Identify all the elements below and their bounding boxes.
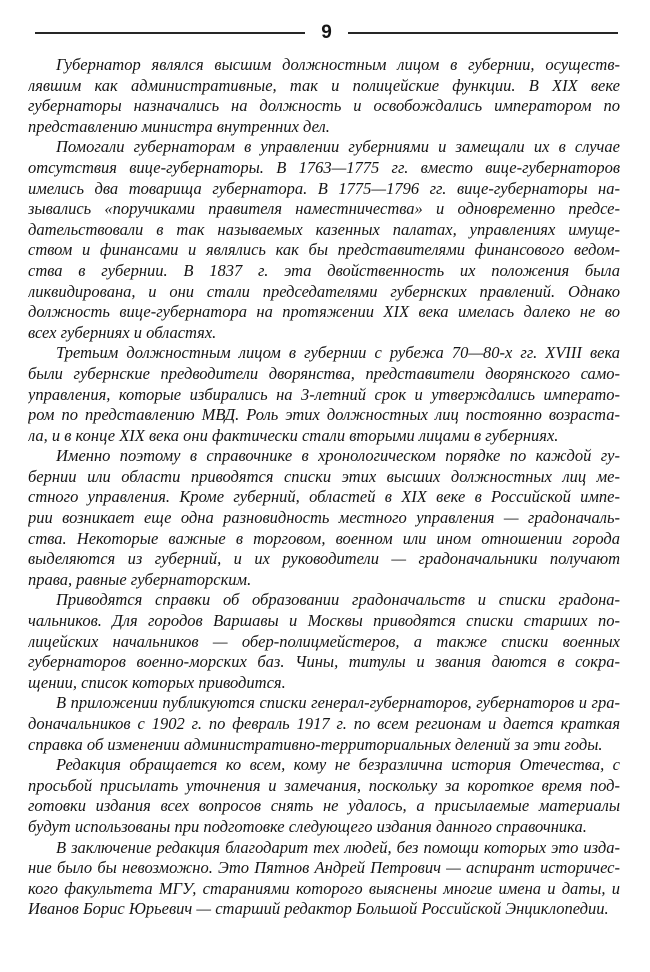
page-number: 9 — [321, 21, 332, 43]
text-line: готовки издания всех вопросов снять не удалось, а присылаемые материалы — [28, 796, 620, 816]
text-line: Помогали губернаторам в управлении губерниями и замещали их в случае — [56, 137, 620, 157]
text-line: губернаторы назначались на должность и освобождались императором по — [28, 96, 620, 116]
text-line: права, равные губернаторским. — [28, 569, 252, 589]
text-line: Приводятся справки об образовании градоначальств и списки градона- — [56, 590, 620, 610]
text-line: ла, и в конце XIX века они фактически стали вторыми лицами в губерниях. — [28, 425, 559, 445]
text-line: просьбой присылать уточнения и замечания, поскольку за короткое время под- — [28, 775, 620, 795]
paragraph — [28, 838, 620, 920]
paragraph — [28, 137, 620, 343]
header-rule-left — [35, 32, 305, 34]
text-line: должность вице-губернатора на протяжении XIX века имелась далеко не во — [28, 302, 620, 322]
text-line: выделяются из губерний, и их руководители — градоначальники получают — [28, 549, 620, 569]
text-line: зывались «поручиками правителя наместничества» и одновременно предсе- — [28, 199, 620, 219]
paragraph — [28, 590, 620, 693]
text-line: представлению министра внутренних дел. — [28, 116, 330, 136]
text-line: всех губерниях и областях. — [28, 322, 217, 342]
text-line: будут использованы при подготовке следующего издания данного справочника. — [28, 816, 587, 836]
text-line: лицейских начальников — обер-полицмейстеров, а также списки военных — [28, 631, 620, 651]
text-line: бернии или области приводятся списки этих высших должностных лиц ме- — [28, 466, 620, 486]
text-line: справка об изменении административно-территориальных делений за эти годы. — [28, 734, 603, 754]
text-line: Иванов Борис Юрьевич — старший редактор Большой Российской Энциклопедии. — [28, 899, 609, 919]
text-line: стного управления. Кроме губерний, областей в XIX веке в Российской импе- — [28, 487, 620, 507]
text-line: В заключение редакция благодарит тех людей, без помощи которых это изда- — [56, 837, 620, 857]
text-line: чальников. Для городов Варшавы и Москвы приводятся списки старших по- — [28, 611, 620, 631]
paragraph — [28, 343, 620, 446]
text-line: ром по представлению МВД. Роль этих должностных лиц постоянно возраста- — [28, 405, 620, 425]
text-line: В приложении публикуются списки генерал-губернаторов, губернаторов и гра- — [56, 693, 620, 713]
text-line: ством и финансами и являлись как бы представителями финансового ведом- — [28, 240, 620, 260]
page-header — [35, 23, 618, 43]
text-line: Именно поэтому в справочнике в хронологическом порядке по каждой гу- — [56, 446, 620, 466]
text-line: Третьим должностным лицом в губернии с рубежа 70—80-х гг. XVIII века — [56, 343, 620, 363]
text-line: ние было бы невозможно. Это Пятнов Андрей Петрович — аспирант историчес- — [28, 858, 620, 878]
header-rule-right — [348, 32, 618, 34]
paragraph — [28, 693, 620, 755]
text-line: лявшим как административные, так и полицейские функции. В XIX веке — [28, 75, 620, 95]
text-line: Губернатор являлся высшим должностным лицом в губернии, осуществ- — [56, 55, 620, 74]
paragraph — [28, 446, 620, 590]
text-line: отсутствия вице-губернаторы. В 1763—1775 гг. вместо вице-губернаторов — [28, 157, 620, 177]
text-line: ликвидирована, и они стали председателями губернских правлений. Однако — [28, 281, 620, 301]
text-line: ства. Некоторые важные в торговом, военном или ином отношении города — [28, 528, 620, 548]
text-line: имелись два товарища губернатора. В 1775—1796 гг. вице-губернаторы на- — [28, 178, 620, 198]
text-line: управления, которые избирались на 3-летний срок и утверждались императо- — [28, 384, 620, 404]
text-line: рии возникает еще одна разновидность местного управления — градоначаль- — [28, 508, 620, 528]
page-body — [28, 55, 620, 920]
text-line: ства в губернии. В 1837 г. эта двойственность их положения была — [28, 260, 620, 280]
text-line: кого факультета МГУ, стараниями которого выяснены многие имена и даты, и — [28, 878, 620, 898]
paragraph — [28, 755, 620, 837]
text-line: дательствовали в так называемых казенных палатах, управлениях имуще- — [28, 219, 620, 239]
paragraph — [28, 55, 620, 137]
text-line: губернаторов военно-морских баз. Чины, титулы и звания даются в сокра- — [28, 652, 620, 672]
text-line: щении, список которых приводится. — [28, 672, 286, 692]
text-line: доначальников с 1902 г. по февраль 1917 г. по всем регионам и дается краткая — [28, 714, 620, 733]
text-line: были губернские предводители дворянства, представители дворянского само- — [28, 363, 620, 383]
text-line: Редакция обращается ко всем, кому не безразлична история Отечества, с — [56, 755, 620, 775]
